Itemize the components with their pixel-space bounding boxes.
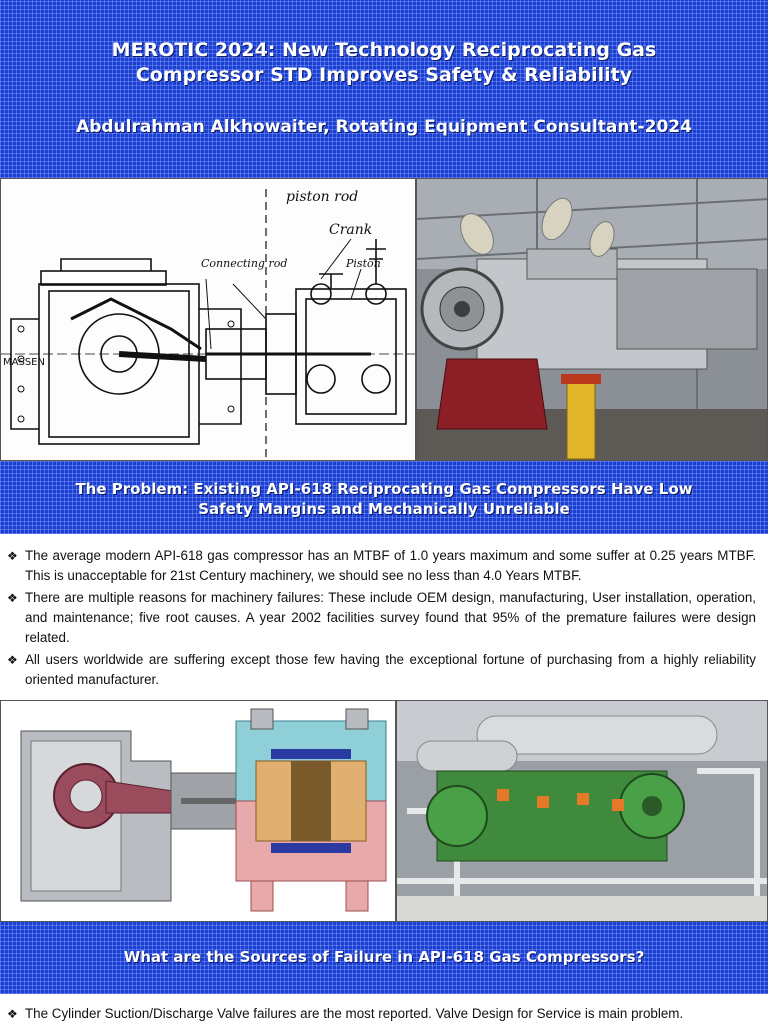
diamond-bullet-icon: ❖ (7, 1007, 18, 1021)
diamond-bullet-icon: ❖ (7, 653, 18, 667)
problem-heading: The Problem: Existing API-618 Reciprocating Gas Compressors Have Low Safety Margins and Mechanically Unreliable (75, 480, 693, 518)
bullet-text: The Cylinder Suction/Discharge Valve failures are the most reported. Valve Design for Service is main problem. (25, 1006, 684, 1021)
problem-bullet-list (0, 546, 768, 692)
diamond-bullet-icon: ❖ (7, 591, 18, 605)
bullet-text: There are multiple reasons for machinery failures: These include OEM design, manufacturing, User installation, operation, and maintenance; five root causes. A year 2002 facilities survey found that 95% of the premature failures were design related. (25, 590, 756, 645)
sources-banner (0, 922, 768, 994)
list-item (0, 588, 768, 648)
compressor-package-photo (396, 700, 768, 922)
list-item (0, 1004, 768, 1024)
problem-banner (0, 461, 768, 534)
sketch-label-piston: Piston (346, 257, 381, 270)
diamond-bullet-icon: ❖ (7, 549, 18, 563)
author-line: Abdulrahman Alkhowaiter, Rotating Equipment Consultant-2024 (76, 117, 692, 137)
sketch-label-piston-rod: piston rod (286, 189, 359, 205)
bullet-text: All users worldwide are suffering except those few having the exceptional fortune of purchasing from a highly reliability oriented manufacturer. (25, 652, 756, 687)
compressor-cutaway-render (0, 700, 396, 922)
compressor-photo-workshop (416, 178, 768, 461)
header-banner (0, 0, 768, 178)
sketch-label-massen: MASSEN (3, 357, 45, 368)
list-item (0, 650, 768, 690)
page-title: MEROTIC 2024: New Technology Reciprocating Gas Compressor STD Improves Safety & Reliability (111, 39, 657, 86)
compressor-sketch-image (0, 178, 416, 461)
sketch-label-connecting-rod: Connecting rod (201, 257, 288, 270)
bullet-text: The average modern API-618 gas compressor has an MTBF of 1.0 years maximum and some suffer at 0.25 years MTBF. This is unacceptable for 21st Century machinery, we should see no less than 4.0 Years MTBF. (25, 548, 756, 583)
sources-bullet-list (0, 1004, 768, 1026)
list-item (0, 546, 768, 586)
sources-heading: What are the Sources of Failure in API-618 Gas Compressors? (123, 948, 645, 966)
sketch-label-crank: Crank (329, 222, 373, 238)
